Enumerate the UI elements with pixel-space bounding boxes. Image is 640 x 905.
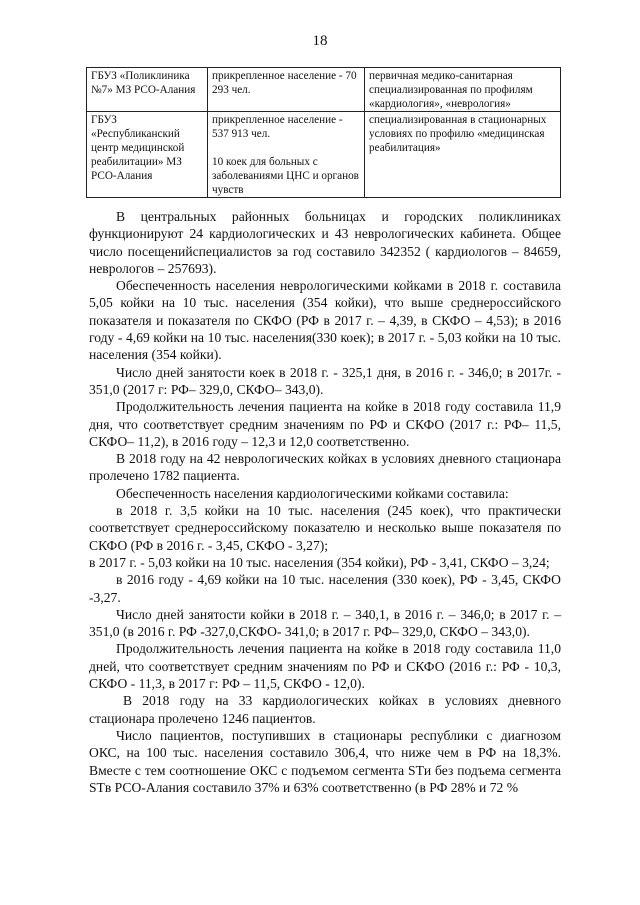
paragraph: в 2016 году - 4,69 койки на 10 тыс. населения (330 коек), РФ - 3,45, СКФО -3,27. bbox=[89, 572, 561, 605]
table-row bbox=[87, 68, 561, 112]
table-cell-care: специализированная в стационарных условиях по профилю «медицинская реабилитация» bbox=[365, 112, 561, 198]
population-text: прикрепленное население - 537 913 чел. bbox=[212, 114, 343, 140]
table-row bbox=[87, 112, 561, 198]
table-cell-population bbox=[208, 68, 365, 112]
table-cell-org: ГБУЗ «Республиканский центр медицинской реабилитации» МЗ РСО-Алания bbox=[87, 112, 208, 198]
body-text bbox=[89, 208, 561, 796]
paragraph: Обеспеченность населения неврологическими койками в 2018 г. составила 5,05 койки на 10 тыс. населения (354 койки), что выше среднероссийского показателя и показателя по СКФО (РФ в 2017 г. – 4,39, в СКФО – 4,53); в 2016 году - 4,69 койки на 10 тыс. населения(330 коек); в 2017 г. - 5,03 койки на 10 тыс. населения (354 койки). bbox=[89, 278, 561, 363]
paragraph: В центральных районных больницах и городских поликлиниках функционируют 24 кардиологических и 43 неврологических кабинета. Общее число посещенийспециалистов за год составило 342352 ( кардиологов – 84659, неврологов – 257693). bbox=[89, 209, 561, 276]
paragraph: Число пациентов, поступивших в стационары республики с диагнозом ОКС, на 100 тыс. населения составило 306,4, что ниже чем в РФ на 18,3%. Вместе с тем соотношение ОКС с подъемом сегмента STи без подъема сегмента STв РСО-Алания составило 37% и 63% соответственно (в РФ 28% и 72 % bbox=[89, 727, 561, 795]
paragraph: В 2018 году на 42 неврологических койках в условиях дневного стационара пролечено 1782 пациента. bbox=[89, 451, 561, 484]
table-cell-org: ГБУЗ «Поликлиника №7» МЗ РСО-Алания bbox=[87, 68, 208, 112]
paragraph: в 2017 г. - 5,03 койки на 10 тыс. населения (354 койки), РФ - 3,41, СКФО – 3,24; bbox=[89, 554, 550, 570]
facilities-table bbox=[86, 67, 561, 198]
table-cell-population bbox=[208, 112, 365, 198]
table-cell-care: первичная медико-санитарная специализированная по профилям «кардиология», «неврология» bbox=[365, 68, 561, 112]
beds-text: 10 коек для больных с заболеваниями ЦНС и органов чувств bbox=[212, 156, 359, 196]
paragraph: В 2018 году на 33 кардиологических койках в условиях дневного стационара пролечено 1246 пациентов. bbox=[89, 693, 561, 726]
paragraph: в 2018 г. 3,5 койки на 10 тыс. населения (245 коек), что практически соответствует среднероссийскому показателю и несколько выше показателя по СКФО (РФ в 2016 г. - 3,45, СКФО - 3,27); bbox=[89, 503, 561, 553]
paragraph: Число дней занятости койки в 2018 г. – 340,1, в 2016 г. – 346,0; в 2017 г. – 351,0 (в 2016 г. РФ -327,0,СКФО- 341,0; в 2017 г. РФ– 329,0, СКФО – 343,0). bbox=[89, 606, 561, 640]
paragraph: Продолжительность лечения пациента на койке в 2018 году составила 11,0 дней, что соответствует средним значениям по РФ и СКФО (2016 г.: РФ - 10,3, СКФО - 11,3, в 2017 г: РФ – 11,5, СКФО - 12,0). bbox=[89, 641, 561, 692]
paragraph: Число дней занятости коек в 2018 г. - 325,1 дня, в 2016 г. - 346,0; в 2017г. - 351,0 (2017 г: РФ– 329,0, СКФО– 343,0). bbox=[89, 364, 561, 397]
page-number: 18 bbox=[312, 33, 328, 49]
paragraph: Продолжительность лечения пациента на койке в 2018 году составила 11,9 дня, что соответствует средним значениям по РФ и СКФО (2017 г.: РФ– 11,5, СКФО– 11,2), в 2016 году – 12,3 и 12,0 соответственно. bbox=[89, 399, 561, 449]
paragraph: Обеспеченность населения кардиологическими койками составила: bbox=[116, 485, 509, 501]
population-text: прикрепленное население - 70 293 чел. bbox=[212, 70, 357, 96]
